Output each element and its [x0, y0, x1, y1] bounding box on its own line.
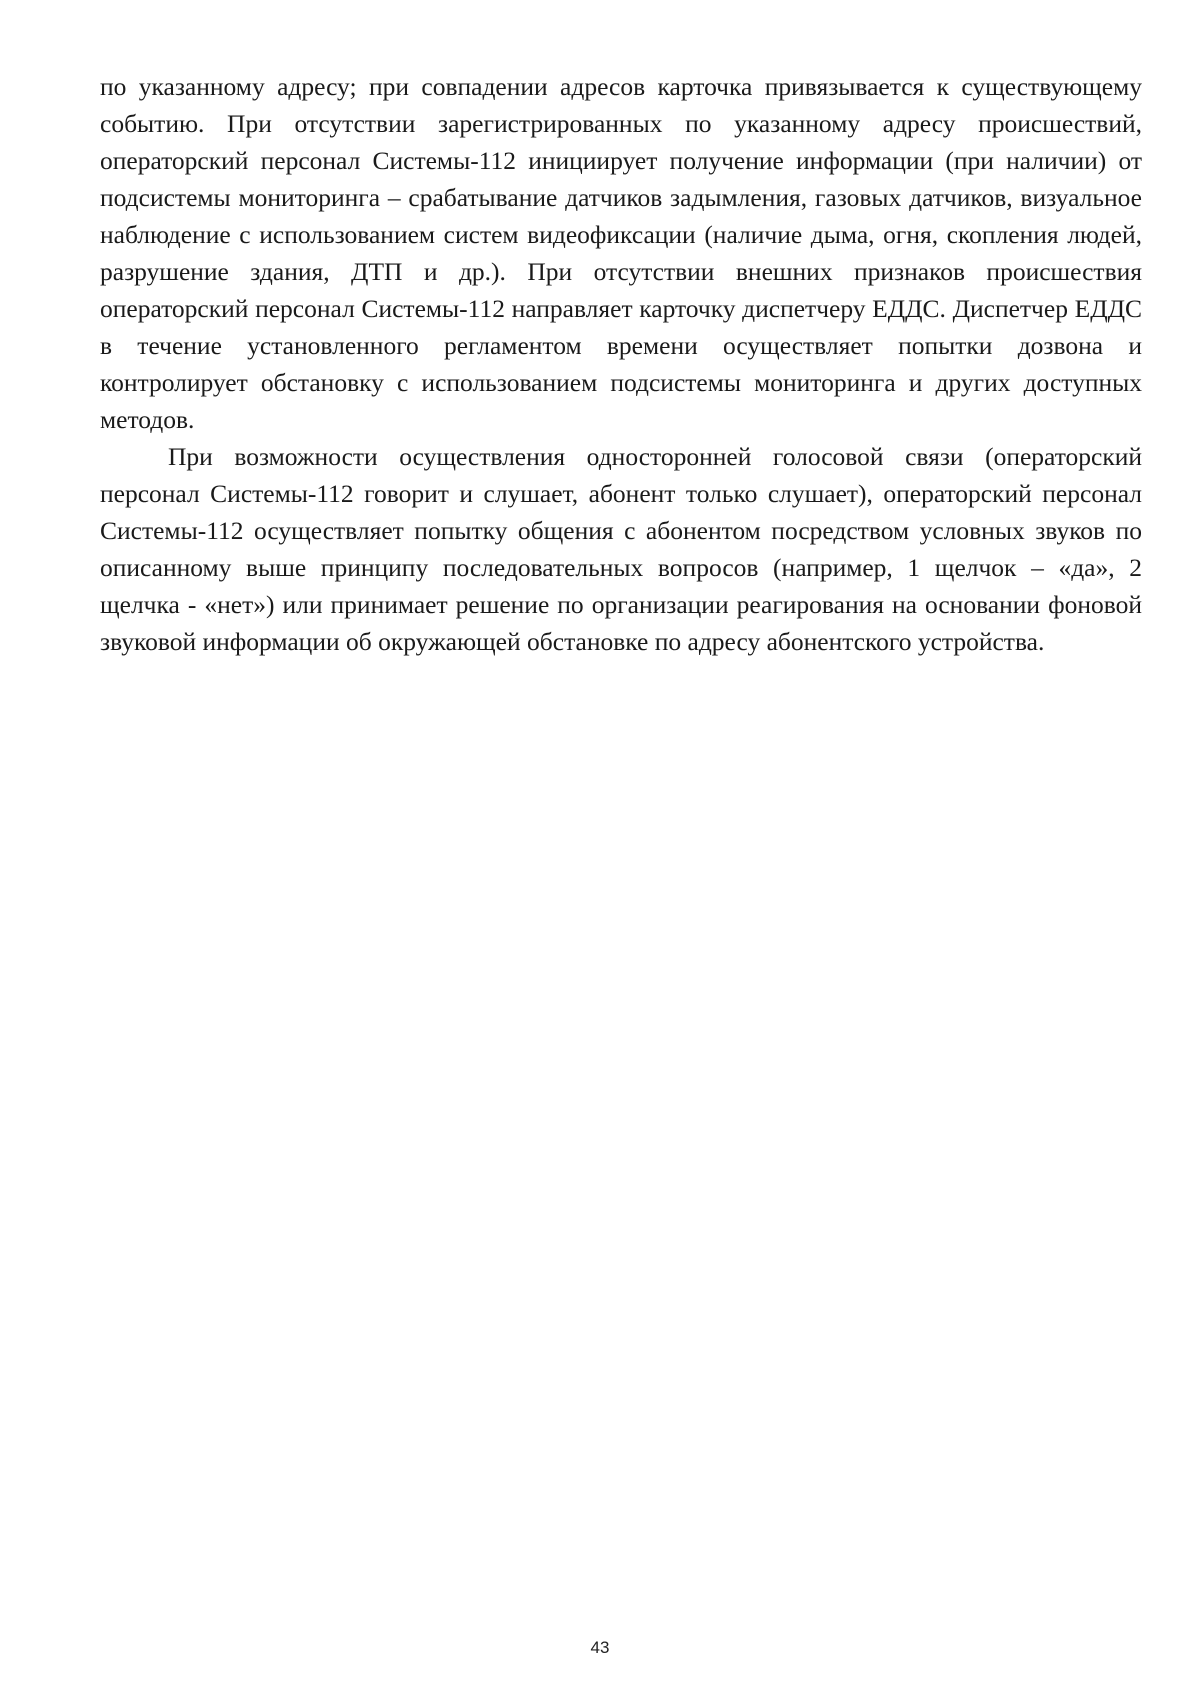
document-body: [100, 68, 1142, 660]
page-number: 43: [590, 1638, 610, 1657]
paragraph-1: по указанному адресу; при совпадении адресов карточка привязывается к существующему событию. При отсутствии зарегистрированных по указанному адресу происшествий, операторский персонал Системы-112 инициирует получение информации (при наличии) от подсистемы мониторинга – срабатывание датчиков задымления, газовых датчиков, визуальное наблюдение с использованием систем видеофиксации (наличие дыма, огня, скопления людей, разрушение здания, ДТП и др.). При отсутствии внешних признаков происшествия операторский персонал Системы-112 направляет карточку диспетчеру ЕДДС. Диспетчер ЕДДС в течение установленного регламентом времени осуществляет попытки дозвона и контролирует обстановку с использованием подсистемы мониторинга и других доступных методов.: [100, 72, 1142, 434]
paragraph-2: При возможности осуществления односторонней голосовой связи (операторский персонал Системы-112 говорит и слушает, абонент только слушает), операторский персонал Системы-112 осуществляет попытку общения с абонентом посредством условных звуков по описанному выше принципу последовательных вопросов (например, 1 щелчок – «да», 2 щелчка - «нет») или принимает решение по организации реагирования на основании фоновой звуковой информации об окружающей обстановке по адресу абонентского устройства.: [100, 442, 1142, 656]
